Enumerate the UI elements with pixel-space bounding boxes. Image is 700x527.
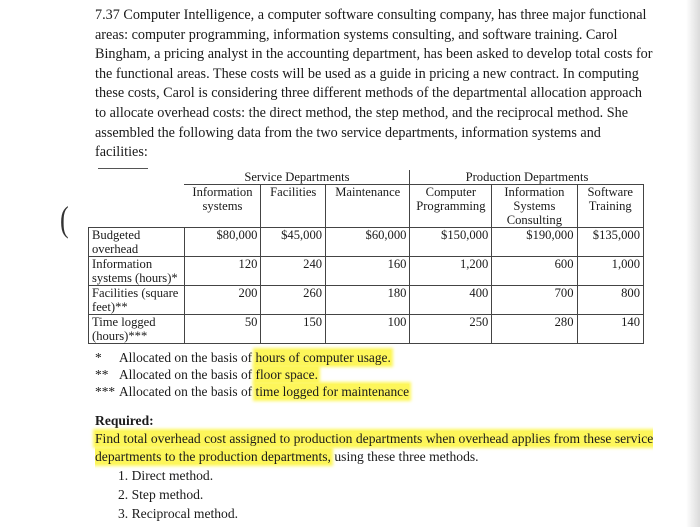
footnote-highlight: time logged for maintenance [255, 384, 410, 399]
col-software-training: Software Training [577, 185, 644, 228]
required-tail: using these three methods. [330, 449, 479, 464]
methods-list [118, 466, 238, 523]
required-body [95, 430, 655, 466]
table-cell: 400 [410, 286, 492, 315]
table-group-header-row [89, 170, 644, 185]
table-row [89, 315, 644, 344]
table-row [89, 228, 644, 257]
footnote [95, 349, 409, 366]
table-cell: 150 [261, 315, 326, 344]
method-item: 3. Reciprocal method. [118, 506, 239, 521]
footnote [95, 366, 409, 383]
col-information-systems: Information systems [184, 185, 260, 228]
table-cell: 120 [184, 257, 260, 286]
service-departments-header: Service Departments [184, 170, 409, 185]
method-item: 2. Step method. [118, 487, 204, 502]
table-cell: 50 [184, 315, 260, 344]
footnote-marker: ** [95, 367, 109, 382]
cost-data-table [88, 170, 644, 344]
table-cell: $45,000 [261, 228, 326, 257]
page-edge-shadow [686, 0, 700, 527]
table-cell: 1,200 [410, 257, 492, 286]
col-maintenance: Maintenance [326, 185, 410, 228]
table-cell: $135,000 [577, 228, 644, 257]
table-cell: 700 [492, 286, 577, 315]
footnote-prefix: Allocated on the basis of [119, 350, 256, 365]
table-cell: 180 [326, 286, 410, 315]
table-cell: $80,000 [184, 228, 260, 257]
footnote-marker: * [95, 350, 102, 365]
table-cell: 250 [410, 315, 492, 344]
row-label: Budgeted overhead [89, 228, 185, 257]
table-column-header-row [89, 185, 644, 228]
col-facilities: Facilities [261, 185, 326, 228]
required-title: Required: [95, 413, 154, 428]
table-cell: 100 [326, 315, 410, 344]
required-section [95, 412, 655, 466]
table-cell: $150,000 [410, 228, 492, 257]
table-cell: 140 [577, 315, 644, 344]
method-item: 1. Direct method. [118, 468, 214, 483]
col-information-systems-consulting: Information Systems Consulting [492, 185, 577, 228]
table-cell: $60,000 [326, 228, 410, 257]
table-cell: 240 [261, 257, 326, 286]
table-cell: 260 [261, 286, 326, 315]
footnote-highlight: floor space. [255, 367, 318, 382]
row-label: Time logged (hours)*** [89, 315, 185, 344]
footnote-highlight: hours of computer usage. [255, 350, 391, 365]
table-cell: 160 [326, 257, 410, 286]
table-cell: $190,000 [492, 228, 577, 257]
table-row [89, 286, 644, 315]
footnote [95, 383, 409, 400]
table-cell: 600 [492, 257, 577, 286]
margin-bracket-mark: ( [60, 199, 69, 240]
footnote-prefix: Allocated on the basis of [119, 367, 256, 382]
row-label: Facilities (square feet)** [89, 286, 185, 315]
required-highlight: Find total overhead cost assigned to production departments when overhead applies from these service departments to the production departments, [95, 431, 654, 464]
table-cell: 800 [577, 286, 644, 315]
problem-text: 7.37 Computer Intelligence, a computer software consulting company, has three major functional areas: computer programming, information systems consulting, and software training. Carol Bingham, a pricing analyst in the accounting department, has been asked to develop total costs for the functional areas. These costs will be used as a guide in pricing a new contract. In computing these costs, Carol is considering three different methods of the departmental allocation approach to allocate overhead costs: the direct method, the step method, and the reciprocal method. She assembled the following data from the two service departments, information systems and facilities: [95, 7, 653, 161]
table-cell: 200 [184, 286, 260, 315]
row-label: Information systems (hours)* [89, 257, 185, 286]
table-cell: 1,000 [577, 257, 644, 286]
footnote-prefix: Allocated on the basis of [119, 384, 256, 399]
footnote-marker: *** [95, 384, 116, 399]
col-computer-programming: Computer Programming [410, 185, 492, 228]
table-row [89, 257, 644, 286]
table-cell: 280 [492, 315, 577, 344]
footnotes [95, 349, 409, 400]
production-departments-header: Production Departments [410, 170, 644, 185]
